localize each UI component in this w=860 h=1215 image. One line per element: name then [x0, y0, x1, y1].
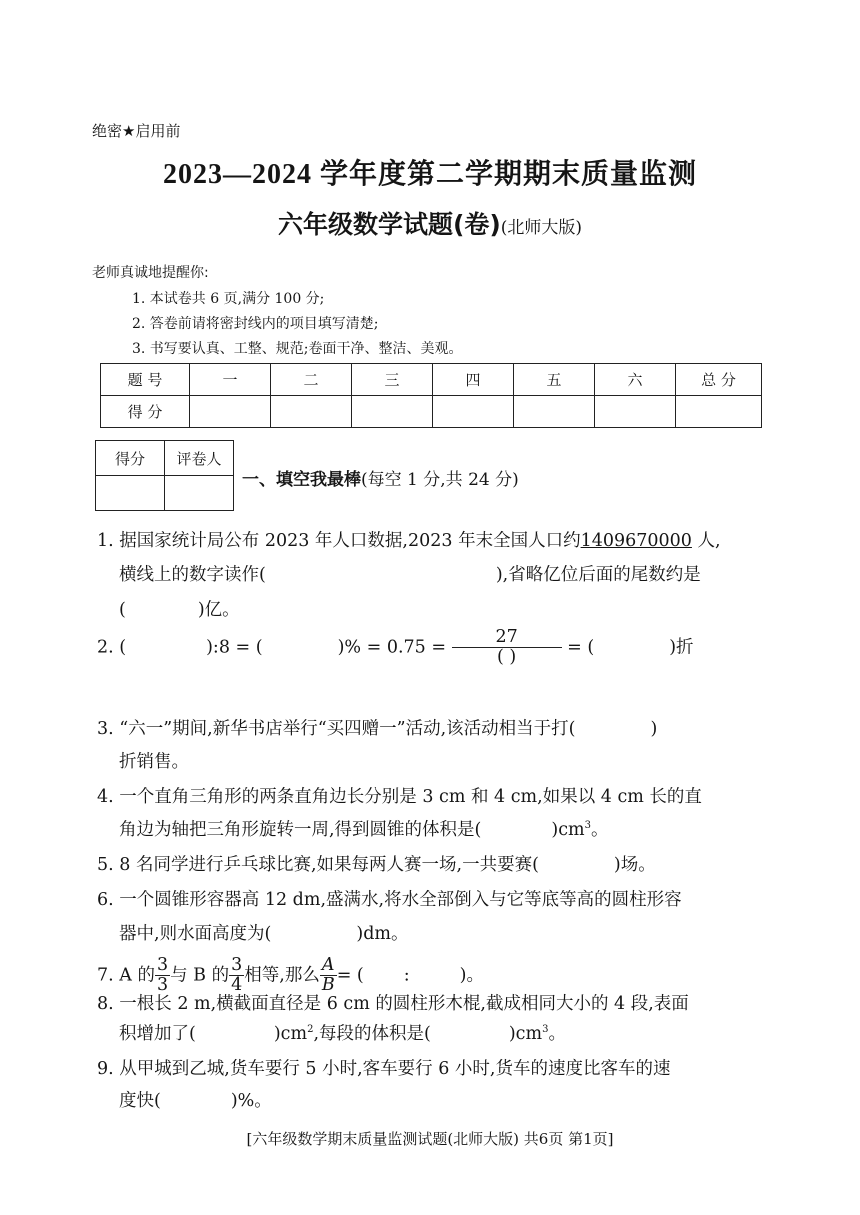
question-5 — [97, 851, 656, 876]
q1-text: )亿。 — [197, 600, 240, 620]
score-header-cell: 三 — [352, 364, 433, 396]
q2-text: 2. ( — [97, 637, 127, 658]
q1-text: 横线上的数字读作( — [119, 565, 266, 585]
fraction — [452, 628, 562, 668]
q7-text: 与 B 的 — [170, 965, 230, 986]
q8-text: 积增加了( — [119, 1024, 196, 1044]
reminder-heading: 老师真诚地提醒你: — [92, 265, 209, 281]
q3-text: 3. “六一”期间,新华书店举行“买四赠一”活动,该活动相当于打( — [97, 719, 576, 739]
question-4-line-2 — [119, 816, 609, 841]
q6-text: )dm。 — [356, 924, 409, 944]
score-header-cell: 五 — [514, 364, 595, 396]
score-cell[interactable] — [190, 396, 271, 428]
q2-text: )% = 0.75 = — [337, 637, 447, 658]
question-6-line-2 — [119, 920, 409, 945]
score-header-cell: 题 号 — [101, 364, 190, 396]
grader-score-label: 得分 — [96, 441, 165, 476]
question-9-line-1: 9. 从甲城到乙城,货车要行 5 小时,客车要行 6 小时,货车的速度比客车的速 — [97, 1059, 671, 1079]
q9-text: 度快( — [119, 1091, 161, 1111]
q7-text: : — [403, 965, 410, 986]
score-header-cell: 一 — [190, 364, 271, 396]
grader-box — [95, 440, 234, 511]
subtitle-main: 六年级数学试题(卷) — [277, 210, 501, 239]
grader-name-cell[interactable] — [165, 476, 234, 511]
q8-text: )cm — [508, 1024, 543, 1044]
q2-text: ):8 = ( — [206, 637, 263, 658]
question-1-line-3 — [119, 596, 240, 621]
q7-text: )。 — [459, 965, 484, 986]
question-8-line-2 — [119, 1020, 566, 1045]
q4-text: 。 — [591, 820, 609, 840]
q7-text: = ( — [336, 965, 364, 986]
q8-text: 。 — [548, 1024, 566, 1044]
score-table-header-row — [101, 364, 762, 396]
reminder-item: 3. 书写要认真、工整、规范;卷面干净、整洁、美观。 — [132, 341, 463, 357]
fraction-denominator[interactable]: ( ) — [496, 647, 517, 668]
reminder-item: 1. 本试卷共 6 页,满分 100 分; — [132, 291, 325, 307]
fraction-numerator: 3 — [231, 955, 243, 975]
score-table-score-row — [101, 396, 762, 428]
q8-exponent: 3 — [542, 1024, 549, 1036]
q1-text: ( — [119, 600, 126, 620]
fraction-numerator: 27 — [452, 628, 562, 648]
q3-text: ) — [650, 719, 658, 739]
q7-text: 7. A 的 — [97, 965, 155, 986]
exam-title: 2023—2024 学年度第二学期期末质量监测 — [162, 159, 697, 190]
edition-label: (北师大版) — [500, 218, 583, 238]
score-table — [100, 363, 762, 428]
score-cell[interactable] — [271, 396, 352, 428]
score-cell[interactable] — [595, 396, 676, 428]
grader-name-label: 评卷人 — [165, 441, 234, 476]
section-title — [242, 465, 519, 490]
q4-text: )cm — [551, 820, 585, 840]
q5-text: 5. 8 名同学进行乒乓球比赛,如果每两人赛一场,一共要赛( — [97, 855, 539, 875]
question-8-line-1: 8. 一根长 2 m,横截面直径是 6 cm 的圆柱形木棍,截成相同大小的 4 段,表面 — [97, 994, 689, 1014]
q1-text: ),省略亿位后面的尾数约是 — [495, 565, 701, 585]
q8-text: ,每段的体积是( — [313, 1024, 431, 1044]
q2-text: )折 — [669, 637, 694, 658]
confidential-label: 绝密★启用前 — [92, 122, 181, 140]
fraction-denominator: B — [321, 975, 335, 996]
exam-subtitle — [0, 205, 860, 241]
score-row-label: 得 分 — [101, 396, 190, 428]
q6-text: 器中,则水面高度为( — [119, 924, 272, 944]
q1-text: 1. 据国家统计局公布 2023 年人口数据,2023 年末全国人口约 — [97, 531, 581, 551]
score-header-cell: 四 — [433, 364, 514, 396]
fraction-numerator: 3 — [156, 955, 169, 975]
question-6-line-1: 6. 一个圆锥形容器高 12 dm,盛满水,将水全部倒入与它等底等高的圆柱形容 — [97, 890, 682, 910]
fraction-numerator: A — [320, 956, 337, 976]
score-header-cell: 六 — [595, 364, 676, 396]
q4-exponent: 3 — [584, 820, 591, 832]
q1-population-number: 1409670000 — [580, 531, 692, 551]
question-3-line-1 — [97, 715, 657, 740]
question-2 — [97, 628, 694, 668]
grader-score-cell[interactable] — [96, 476, 165, 511]
question-4-line-1: 4. 一个直角三角形的两条直角边长分别是 3 cm 和 4 cm,如果以 4 cm 长的直 — [97, 787, 702, 807]
score-header-cell: 总 分 — [676, 364, 762, 396]
question-3-line-2: 折销售。 — [119, 752, 189, 772]
score-header-cell: 二 — [271, 364, 352, 396]
score-cell[interactable] — [433, 396, 514, 428]
reminder-item: 2. 答卷前请将密封线内的项目填写清楚; — [132, 316, 379, 332]
q8-exponent: 2 — [307, 1024, 314, 1036]
q1-text: 人, — [691, 531, 721, 551]
score-cell[interactable] — [514, 396, 595, 428]
page-footer: [六年级数学期末质量监测试题(北师大版) 共6页 第1页] — [246, 1130, 614, 1148]
q7-text: 相等,那么 — [244, 965, 320, 986]
question-9-line-2 — [119, 1087, 272, 1112]
question-1-line-1 — [97, 527, 721, 552]
q5-text: )场。 — [613, 855, 656, 875]
score-cell[interactable] — [352, 396, 433, 428]
q2-text: = ( — [567, 637, 595, 658]
score-cell[interactable] — [676, 396, 762, 428]
q4-text: 角边为轴把三角形旋转一周,得到圆锥的体积是( — [119, 820, 482, 840]
fraction-denominator: 3 — [156, 975, 169, 996]
q9-text: )%。 — [230, 1091, 272, 1111]
fraction-denominator: 4 — [231, 975, 243, 996]
section-title-text: 一、填空我最棒 — [242, 470, 361, 490]
section-score-note: (每空 1 分,共 24 分) — [361, 470, 519, 490]
q8-text: )cm — [273, 1024, 308, 1044]
question-1-line-2 — [119, 561, 701, 586]
